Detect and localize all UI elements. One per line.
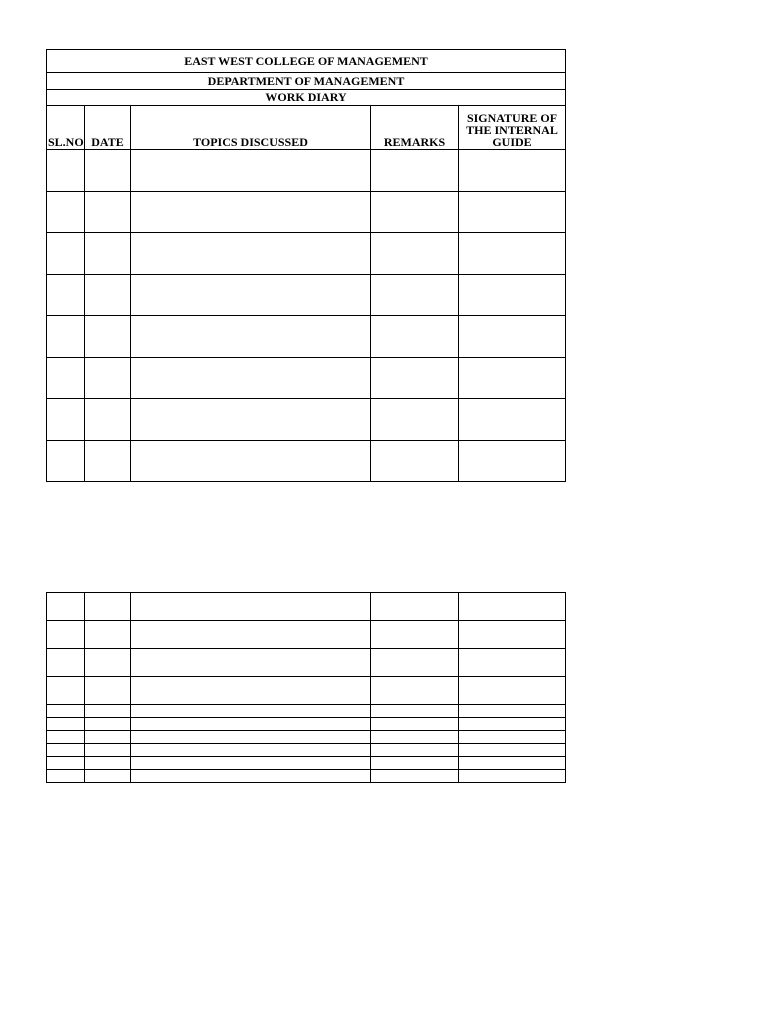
topics-cell bbox=[131, 621, 371, 649]
topics-cell bbox=[131, 357, 371, 399]
remarks-cell bbox=[371, 705, 459, 718]
remarks-cell bbox=[371, 744, 459, 757]
table-row bbox=[47, 399, 566, 441]
signature-cell bbox=[459, 705, 566, 718]
signature-cell bbox=[459, 440, 566, 482]
column-header-row bbox=[47, 106, 566, 150]
continuation-table bbox=[46, 592, 566, 783]
date-cell bbox=[85, 191, 131, 233]
date-cell bbox=[85, 316, 131, 358]
topics-cell bbox=[131, 718, 371, 731]
table-row bbox=[47, 357, 566, 399]
date-cell bbox=[85, 731, 131, 744]
remarks-cell bbox=[371, 593, 459, 621]
col-signature-header bbox=[459, 106, 566, 150]
slno-cell bbox=[47, 718, 85, 731]
signature-header-line2: THE INTERNAL bbox=[466, 123, 558, 137]
date-cell bbox=[85, 150, 131, 192]
remarks-cell bbox=[371, 757, 459, 770]
topics-cell bbox=[131, 440, 371, 482]
table-row bbox=[47, 677, 566, 705]
table-row bbox=[47, 150, 566, 192]
topics-cell bbox=[131, 757, 371, 770]
slno-cell bbox=[47, 233, 85, 275]
signature-cell bbox=[459, 399, 566, 441]
remarks-cell bbox=[371, 399, 459, 441]
signature-cell bbox=[459, 233, 566, 275]
signature-cell bbox=[459, 316, 566, 358]
signature-header-line1: SIGNATURE OF bbox=[466, 111, 558, 125]
date-cell bbox=[85, 621, 131, 649]
topics-cell bbox=[131, 677, 371, 705]
signature-cell bbox=[459, 274, 566, 316]
remarks-cell bbox=[371, 233, 459, 275]
topics-cell bbox=[131, 731, 371, 744]
remarks-cell bbox=[371, 718, 459, 731]
table-row bbox=[47, 440, 566, 482]
table-row bbox=[47, 649, 566, 677]
table-row bbox=[47, 731, 566, 744]
topics-cell bbox=[131, 191, 371, 233]
signature-cell bbox=[459, 677, 566, 705]
remarks-cell bbox=[371, 274, 459, 316]
col-topics-header: TOPICS DISCUSSED bbox=[131, 106, 371, 150]
slno-cell bbox=[47, 357, 85, 399]
topics-cell bbox=[131, 233, 371, 275]
signature-cell bbox=[459, 150, 566, 192]
table-row bbox=[47, 757, 566, 770]
continuation-rows bbox=[47, 593, 566, 783]
remarks-cell bbox=[371, 621, 459, 649]
signature-cell bbox=[459, 191, 566, 233]
slno-cell bbox=[47, 770, 85, 783]
topics-cell bbox=[131, 770, 371, 783]
table-row bbox=[47, 191, 566, 233]
table-row bbox=[47, 593, 566, 621]
signature-cell bbox=[459, 744, 566, 757]
slno-cell bbox=[47, 274, 85, 316]
remarks-cell bbox=[371, 316, 459, 358]
remarks-cell bbox=[371, 191, 459, 233]
slno-cell bbox=[47, 677, 85, 705]
date-cell bbox=[85, 677, 131, 705]
slno-cell bbox=[47, 705, 85, 718]
topics-cell bbox=[131, 316, 371, 358]
remarks-cell bbox=[371, 649, 459, 677]
slno-cell bbox=[47, 649, 85, 677]
topics-cell bbox=[131, 705, 371, 718]
topics-cell bbox=[131, 150, 371, 192]
slno-cell bbox=[47, 593, 85, 621]
remarks-cell bbox=[371, 357, 459, 399]
college-name: EAST WEST COLLEGE OF MANAGEMENT bbox=[47, 50, 566, 73]
date-cell bbox=[85, 274, 131, 316]
table-row bbox=[47, 316, 566, 358]
remarks-cell bbox=[371, 677, 459, 705]
remarks-cell bbox=[371, 770, 459, 783]
signature-cell bbox=[459, 357, 566, 399]
form-title: WORK DIARY bbox=[47, 90, 566, 106]
work-diary-table bbox=[46, 49, 566, 482]
slno-cell bbox=[47, 399, 85, 441]
signature-header-line3: GUIDE bbox=[492, 135, 532, 149]
date-cell bbox=[85, 357, 131, 399]
table-row bbox=[47, 621, 566, 649]
table-row bbox=[47, 770, 566, 783]
slno-cell bbox=[47, 440, 85, 482]
slno-cell bbox=[47, 744, 85, 757]
slno-cell bbox=[47, 316, 85, 358]
date-cell bbox=[85, 705, 131, 718]
signature-cell bbox=[459, 593, 566, 621]
col-date-header: DATE bbox=[85, 106, 131, 150]
date-cell bbox=[85, 593, 131, 621]
signature-cell bbox=[459, 757, 566, 770]
slno-cell bbox=[47, 621, 85, 649]
date-cell bbox=[85, 744, 131, 757]
signature-cell bbox=[459, 770, 566, 783]
signature-cell bbox=[459, 731, 566, 744]
slno-cell bbox=[47, 150, 85, 192]
department-name: DEPARTMENT OF MANAGEMENT bbox=[47, 73, 566, 90]
table-row bbox=[47, 718, 566, 731]
topics-cell bbox=[131, 593, 371, 621]
work-diary-rows bbox=[47, 150, 566, 482]
table-row bbox=[47, 274, 566, 316]
table-row bbox=[47, 705, 566, 718]
slno-cell bbox=[47, 191, 85, 233]
topics-cell bbox=[131, 744, 371, 757]
table-row bbox=[47, 233, 566, 275]
remarks-cell bbox=[371, 731, 459, 744]
topics-cell bbox=[131, 274, 371, 316]
date-cell bbox=[85, 440, 131, 482]
topics-cell bbox=[131, 399, 371, 441]
date-cell bbox=[85, 718, 131, 731]
slno-cell bbox=[47, 757, 85, 770]
date-cell bbox=[85, 399, 131, 441]
remarks-cell bbox=[371, 440, 459, 482]
signature-cell bbox=[459, 649, 566, 677]
remarks-cell bbox=[371, 150, 459, 192]
table-row bbox=[47, 744, 566, 757]
col-slno-header: SL.NO bbox=[47, 106, 85, 150]
date-cell bbox=[85, 770, 131, 783]
col-remarks-header: REMARKS bbox=[371, 106, 459, 150]
date-cell bbox=[85, 233, 131, 275]
slno-cell bbox=[47, 731, 85, 744]
signature-cell bbox=[459, 621, 566, 649]
date-cell bbox=[85, 757, 131, 770]
date-cell bbox=[85, 649, 131, 677]
topics-cell bbox=[131, 649, 371, 677]
signature-cell bbox=[459, 718, 566, 731]
